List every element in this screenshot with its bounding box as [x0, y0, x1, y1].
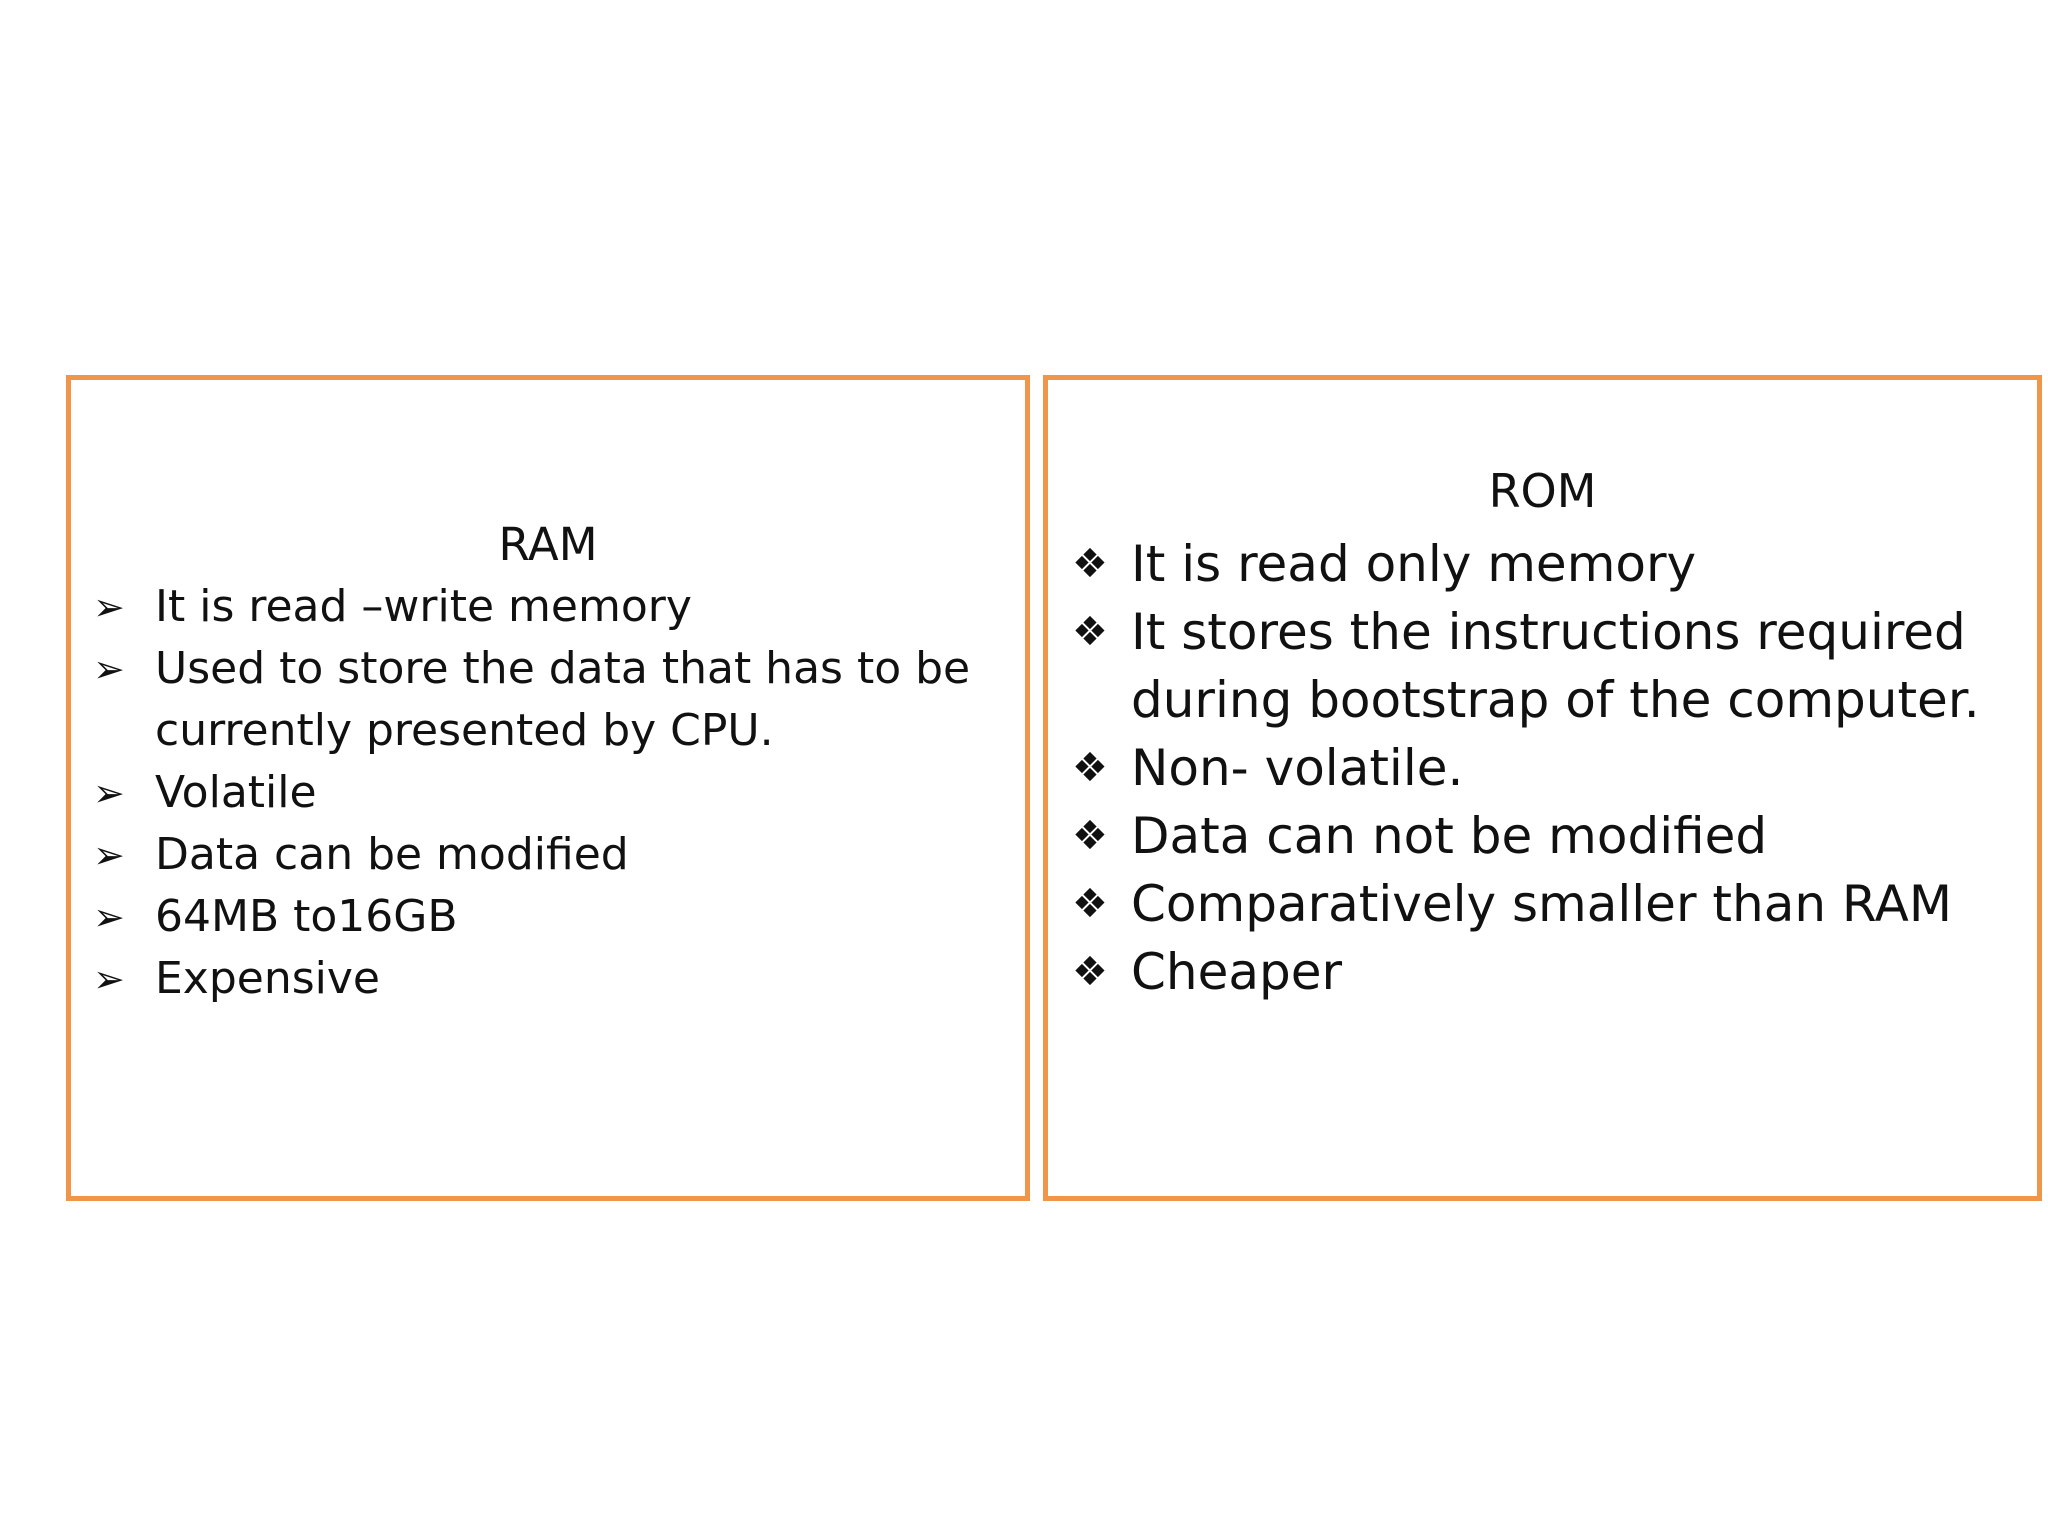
list-item [93, 886, 1013, 948]
list-item [1072, 530, 2032, 598]
list-item [1072, 802, 2032, 870]
list-item [1072, 734, 2032, 802]
list-item-text: It is read only memory [1131, 535, 1697, 593]
four-diamond-bullet-icon: ❖ [1072, 541, 1108, 587]
list-item [93, 638, 1013, 762]
ram-heading: RAM [498, 518, 598, 571]
four-diamond-bullet-icon: ❖ [1072, 745, 1108, 791]
four-diamond-bullet-icon: ❖ [1072, 881, 1108, 927]
list-item [1072, 598, 2032, 734]
rom-heading: ROM [1488, 464, 1597, 518]
list-item-text: Cheaper [1131, 943, 1343, 1001]
list-item [93, 948, 1013, 1010]
list-item-text: Data can be modified [155, 829, 629, 880]
arrowhead-bullet-icon: ➢ [93, 647, 125, 691]
list-item-text: 64MB to16GB [155, 891, 458, 942]
list-item-text: Data can not be modified [1131, 807, 1768, 865]
list-item-text: Non- volatile. [1131, 739, 1464, 797]
list-item [1072, 870, 2032, 938]
list-item-text: It stores the instructions required during bootstrap of the computer. [1131, 603, 1980, 729]
list-item-text: It is read –write memory [155, 581, 692, 632]
list-item [93, 576, 1013, 638]
arrowhead-bullet-icon: ➢ [93, 585, 125, 629]
arrowhead-bullet-icon: ➢ [93, 957, 125, 1001]
arrowhead-bullet-icon: ➢ [93, 895, 125, 939]
list-item-text: Expensive [155, 953, 380, 1004]
rom-panel [1043, 375, 2042, 1201]
list-item-text: Comparatively smaller than RAM [1131, 875, 1952, 933]
rom-list [1072, 530, 2032, 1006]
ram-panel [66, 375, 1030, 1201]
arrowhead-bullet-icon: ➢ [93, 771, 125, 815]
list-item-text: Used to store the data that has to be currently presented by CPU. [155, 643, 971, 756]
four-diamond-bullet-icon: ❖ [1072, 609, 1108, 655]
list-item [93, 824, 1013, 886]
list-item [93, 762, 1013, 824]
four-diamond-bullet-icon: ❖ [1072, 813, 1108, 859]
list-item [1072, 938, 2032, 1006]
arrowhead-bullet-icon: ➢ [93, 833, 125, 877]
ram-list [93, 576, 1013, 1010]
list-item-text: Volatile [155, 767, 317, 818]
four-diamond-bullet-icon: ❖ [1072, 949, 1108, 995]
